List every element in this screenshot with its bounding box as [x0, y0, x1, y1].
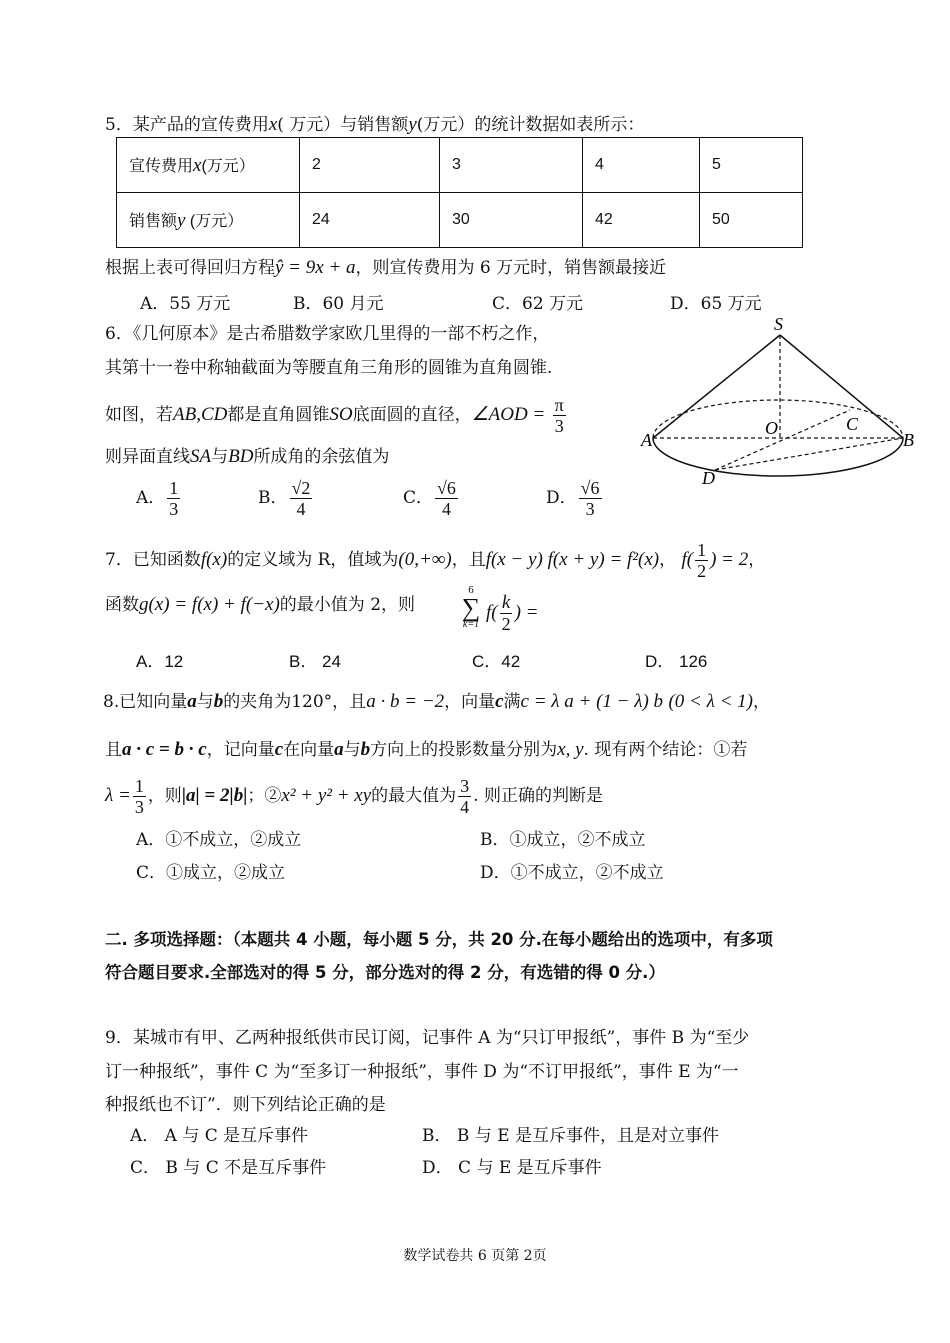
- q7-eq2b: ) = 2: [710, 549, 749, 570]
- q7-summation: [459, 585, 483, 630]
- table-cell: 5: [700, 138, 803, 193]
- q5-var-x: x: [268, 114, 278, 135]
- q8-line-3: λ = $\frac{1}{3}$ ，则|a| = 2|b|；②x² + y² + xy的最大值为 $\frac{3}{4}$ . 则正确的判断是: [105, 776, 603, 817]
- page-footer: 数学试卷共 6 页第 2页: [403, 1248, 547, 1264]
- q5-regression-line: [105, 256, 666, 280]
- q6-angle-fraction: $\frac{\pi}{3}$: [554, 395, 564, 436]
- q6-option-d: D． $\frac{√6}{3}$: [546, 478, 600, 519]
- q7-option-b: B． 24: [289, 652, 341, 671]
- q7-l1-b: 的定义域为 R，值域为: [227, 550, 399, 570]
- figure-label-s: S: [774, 314, 783, 334]
- q9-option-d: D． C 与 E 是互斥事件: [422, 1158, 602, 1178]
- table-cell: 2: [300, 138, 440, 193]
- q5-data-table: [116, 137, 803, 248]
- table-cell: 50: [700, 193, 803, 248]
- figure-label-d: D: [702, 468, 715, 488]
- q6-option-c: C． $\frac{√6}{4}$: [403, 478, 456, 519]
- q7-option-c: C．42: [472, 652, 521, 671]
- q8-line-1: 8.已知向量a与b的夹角为120°，且a · b = −2，向量c满c = λ a + (1 − λ) b (0 < λ < 1)，: [103, 691, 770, 712]
- figure-label-c: C: [846, 414, 859, 434]
- q7-eq2a: f(: [681, 549, 694, 570]
- q6-line3-e: 底面圆的直径，: [352, 405, 472, 425]
- sum-bottom: k=1: [462, 619, 480, 630]
- q9-option-b: B． B 与 E 是互斥事件，且是对立事件: [422, 1126, 720, 1146]
- q6-line-4: [105, 445, 389, 469]
- q6-line-1: 6．《几何原本》是古希腊数学家欧几里得的一部不朽之作，: [105, 324, 550, 344]
- q6-line4-e: 所成角的余弦值为: [253, 447, 390, 467]
- figure-label-a: A: [641, 430, 652, 450]
- q6-line3-c: 都是直角圆锥: [227, 405, 330, 425]
- q6-line4-d: BD: [228, 446, 254, 467]
- q5-stem-c: (万元）的统计数据如表所示：: [416, 115, 645, 135]
- q6-line-2: 其第十一卷中称轴截面为等腰直角三角形的圆锥为直角圆锥.: [105, 358, 553, 378]
- q8-option-b: B．①成立，②不成立: [480, 830, 646, 850]
- q8-line-2: 且a · c = b · c，记向量c在向量a与b方向上的投影数量分别为x, y. 现有两个结论：①若: [105, 739, 748, 760]
- q7-gx: g(x) = f(x) + f(−x): [139, 594, 280, 615]
- q7-sum-term: f( $\frac{k}{2}$ ) =: [486, 592, 539, 634]
- table-row: [117, 193, 803, 248]
- q8-option-c: C．①成立，②成立: [136, 863, 286, 883]
- table-row-label: 宣传费用x(万元）: [117, 138, 300, 193]
- q6-line3-b: AB,CD: [173, 404, 228, 425]
- q6-option-b: B． $\frac{√2}{4}$: [258, 478, 311, 519]
- q9-option-c: C． B 与 C 不是互斥事件: [130, 1158, 327, 1178]
- q5-option-c: C．62 万元: [492, 294, 584, 314]
- q5-stem-a: 5．某产品的宣传费用: [105, 115, 269, 135]
- q7-l2-b: 的最小值为 2，则: [279, 595, 416, 615]
- q9-option-a: A． A 与 C 是互斥事件: [130, 1126, 309, 1146]
- q7-range: (0,+∞): [398, 549, 452, 570]
- table-cell: 42: [583, 193, 700, 248]
- section-2-heading-line-2: 符合题目要求.全部选对的得 5 分，部分选对的得 2 分，有选错的得 0 分.）: [105, 963, 665, 982]
- q8-option-a: A．①不成立，②成立: [136, 830, 302, 850]
- q7-fx: f(x): [200, 549, 228, 570]
- q9-line-3: 种报纸也不订”．则下列结论正确的是: [105, 1095, 386, 1115]
- q6-line4-c: 与: [211, 447, 229, 467]
- q5-option-a: A．55 万元: [140, 294, 231, 314]
- q7-end: ，: [748, 550, 766, 570]
- q6-line3-f: ∠AOD =: [471, 404, 546, 425]
- cone-figure: [640, 310, 920, 490]
- q6-line4-a: 则异面直线: [105, 447, 190, 467]
- q6-option-a: A． $\frac{1}{3}$: [136, 478, 179, 519]
- q5-option-b: B．60 月元: [293, 294, 384, 314]
- q6-line3-d: SO: [329, 404, 353, 425]
- q7-line-2: [105, 593, 415, 617]
- q5-after-a: 根据上表可得回归方程: [105, 258, 275, 278]
- q7-eq1: f(x − y) f(x + y) = f²(x): [485, 549, 660, 570]
- q7-line-1: [105, 540, 765, 581]
- table-cell: 4: [583, 138, 700, 193]
- q6-line4-b: SA: [190, 446, 212, 467]
- q9-line-1: 9．某城市有甲、乙两种报纸供市民订阅，记事件 A 为“只订甲报纸”，事件 B 为“至少: [105, 1028, 750, 1048]
- q7-l2-a: 函数: [105, 595, 139, 615]
- q6-line3-a: 如图，若: [105, 405, 173, 425]
- table-cell: 30: [440, 193, 583, 248]
- table-cell: 3: [440, 138, 583, 193]
- table-row-label: 销售额y (万元）: [117, 193, 300, 248]
- figure-label-o: O: [765, 418, 778, 438]
- sum-symbol: ∑: [461, 593, 481, 622]
- sum-top: 6: [468, 584, 474, 596]
- q9-line-2: 订一种报纸”，事件 C 为“至多订一种报纸”，事件 D 为“不订甲报纸”，事件 E 为“一: [105, 1062, 739, 1082]
- table-cell: 24: [300, 193, 440, 248]
- q5-stem: [105, 113, 644, 137]
- figure-label-b: B: [903, 430, 914, 450]
- q5-option-d: D．65 万元: [670, 294, 762, 314]
- q5-after-b: ，则宣传费用为 6 万元时，销售额最接近: [355, 258, 667, 278]
- q8-option-d: D．①不成立，②不成立: [480, 863, 664, 883]
- q6-line-3: [105, 395, 568, 436]
- q7-half-fraction: $\frac{1}{2}$: [697, 540, 707, 581]
- q7-l1-a: 7．已知函数: [105, 550, 201, 570]
- section-2-heading-line-1: 二. 多项选择题：（本题共 4 小题，每小题 5 分，共 20 分.在每小题给出的选项中，有多项: [105, 930, 773, 949]
- q7-option-a: A．12: [136, 652, 184, 671]
- table-row: [117, 138, 803, 193]
- q7-option-d: D． 126: [645, 652, 708, 671]
- q7-l1-c: ，且: [451, 550, 486, 570]
- q5-equation: ŷ = 9x + a: [275, 257, 356, 278]
- q7-sep: ，: [659, 550, 677, 570]
- q5-var-y: y: [408, 114, 417, 135]
- q5-stem-b: ( 万元）与销售额: [277, 115, 409, 135]
